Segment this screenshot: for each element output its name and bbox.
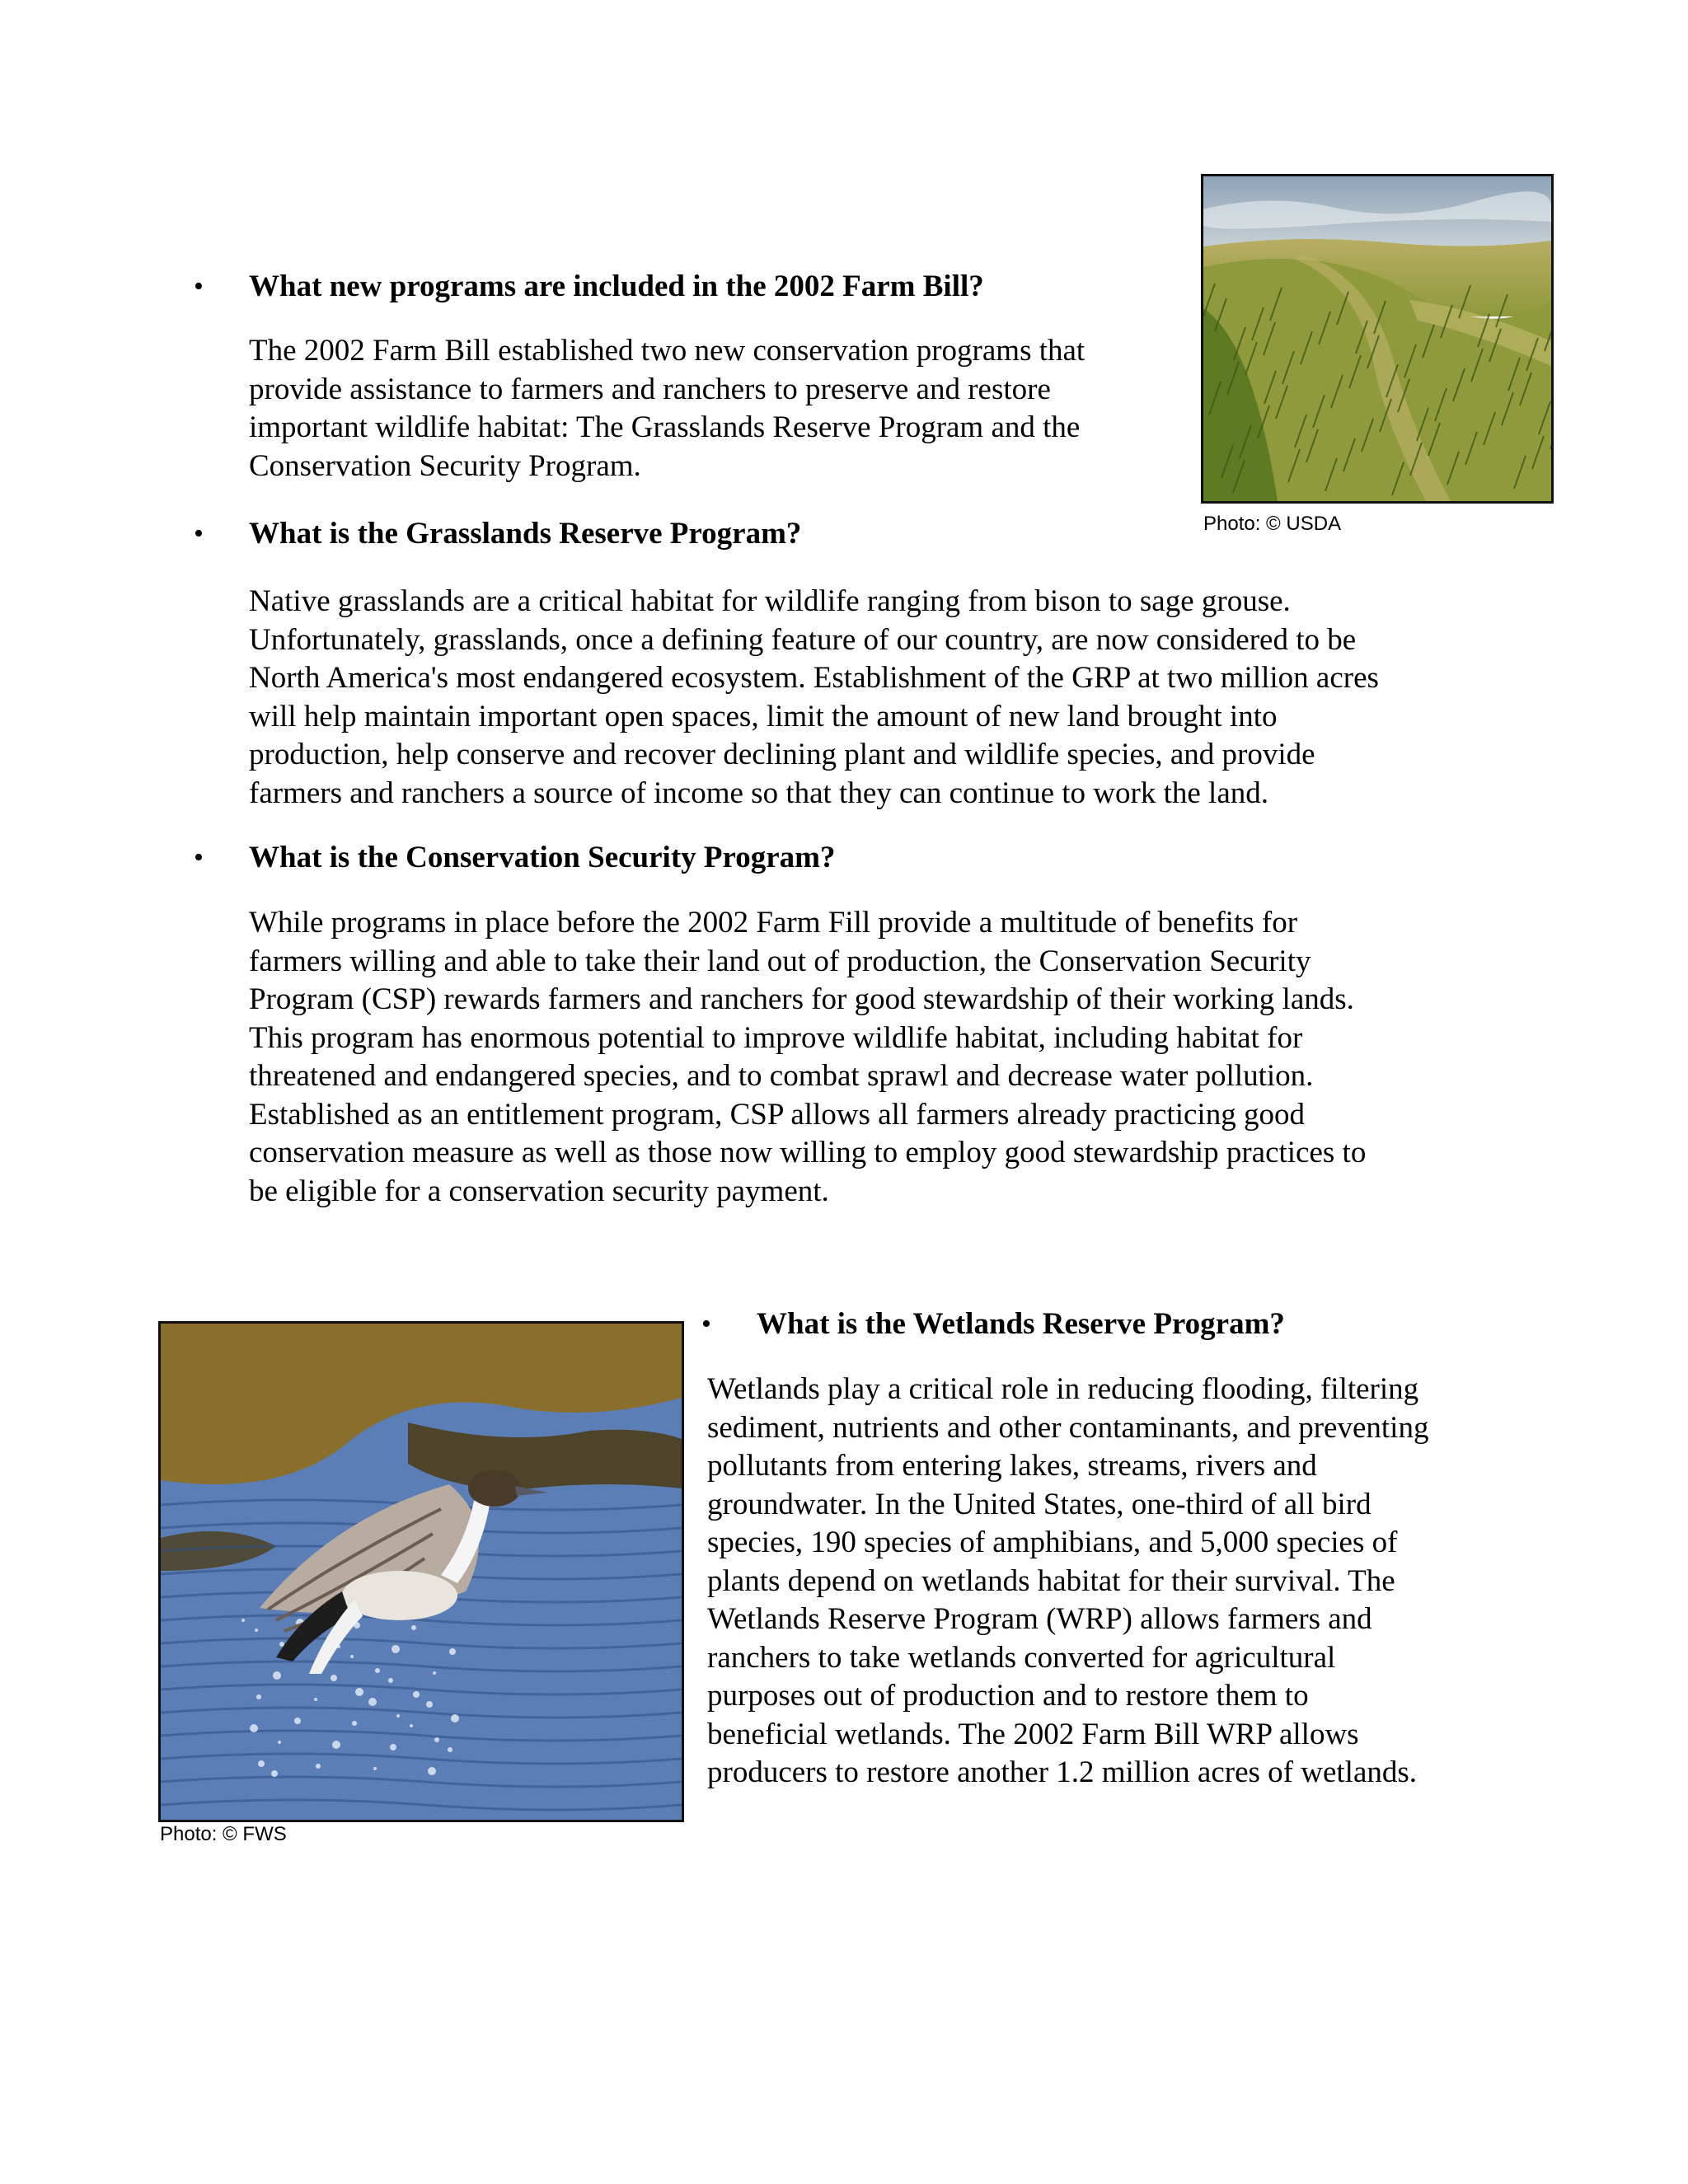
para-line: Unfortunately, grasslands, once a defining feature of our country, are now considered to be xyxy=(249,622,1357,657)
para-line: Wetlands Reserve Program (WRP) allows farmers and xyxy=(707,1602,1372,1636)
question-text: What is the Conservation Security Program? xyxy=(249,841,836,874)
para-line: beneficial wetlands. The 2002 Farm Bill WRP allows xyxy=(707,1717,1359,1751)
para-line: groundwater. In the United States, one-third of all bird xyxy=(707,1487,1372,1521)
para-line: Program (CSP) rewards farmers and ranchers for good stewardship of their working lands. xyxy=(249,982,1354,1016)
duck-photo xyxy=(158,1321,684,1822)
question-text: What is the Wetlands Reserve Program? xyxy=(757,1307,1285,1341)
para-line: producers to restore another 1.2 million acres of wetlands. xyxy=(707,1755,1418,1789)
para-line: farmers willing and able to take their land out of production, the Conservation Security xyxy=(249,944,1311,978)
para-line: This program has enormous potential to improve wildlife habitat, including habitat for xyxy=(249,1020,1303,1055)
para-line: While programs in place before the 2002 Farm Fill provide a multitude of benefits for xyxy=(249,906,1298,940)
para-line: Established as an entitlement program, CSP allows all farmers already practicing good xyxy=(249,1097,1305,1132)
para-line: be eligible for a conservation security payment. xyxy=(249,1174,829,1208)
bullet: • xyxy=(194,271,204,302)
para-line: Native grasslands are a critical habitat for wildlife ranging from bison to sage grouse. xyxy=(249,584,1291,618)
grassland-image xyxy=(1203,176,1551,501)
question-text: What new programs are included in the 2002 Farm Bill? xyxy=(249,269,984,303)
duck-image xyxy=(161,1324,682,1820)
grassland-caption: Photo: © USDA xyxy=(1203,513,1342,535)
para-line: ranchers to take wetlands converted for agricultural xyxy=(707,1640,1336,1675)
grassland-photo xyxy=(1201,174,1554,504)
para-line: Conservation Security Program. xyxy=(249,448,641,483)
para-line: will help maintain important open spaces, limit the amount of new land brought into xyxy=(249,699,1278,733)
para-line: production, help conserve and recover declining plant and wildlife species, and provide xyxy=(249,738,1315,771)
para-line: provide assistance to farmers and ranchers to preserve and restore xyxy=(249,372,1051,406)
question-text: What is the Grasslands Reserve Program? xyxy=(249,517,802,551)
para-line: threatened and endangered species, and to combat sprawl and decrease water pollution. xyxy=(249,1059,1314,1093)
bullet: • xyxy=(194,518,204,549)
para-line: sediment, nutrients and other contaminants, and preventing xyxy=(707,1410,1429,1445)
question-wetlands xyxy=(701,1305,1285,1343)
paragraph-grasslands xyxy=(249,583,1379,813)
duck-caption: Photo: © FWS xyxy=(160,1823,287,1845)
bullet: • xyxy=(194,842,204,873)
para-line: conservation measure as well as those now willing to employ good stewardship practices to xyxy=(249,1136,1367,1169)
para-line: The 2002 Farm Bill established two new conservation programs that xyxy=(249,334,1085,368)
question-grasslands xyxy=(194,515,802,553)
para-line: purposes out of production and to restore them to xyxy=(707,1679,1309,1713)
bullet: • xyxy=(701,1309,711,1339)
para-line: important wildlife habitat: The Grasslands Reserve Program and the xyxy=(249,410,1081,444)
para-line: Wetlands play a critical role in reducing flooding, filtering xyxy=(707,1372,1419,1406)
para-line: farmers and ranchers a source of income so that they can continue to work the land. xyxy=(249,776,1268,810)
para-line: plants depend on wetlands habitat for their survival. The xyxy=(707,1563,1395,1598)
paragraph-new-programs xyxy=(249,332,1085,485)
para-line: pollutants from entering lakes, streams, rivers and xyxy=(707,1449,1317,1483)
paragraph-wetlands xyxy=(707,1371,1428,1793)
question-new-programs xyxy=(194,268,984,306)
para-line: North America's most endangered ecosystem. Establishment of the GRP at two million acres xyxy=(249,661,1379,695)
question-csp xyxy=(194,839,836,877)
para-line: species, 190 species of amphibians, and 5,000 species of xyxy=(707,1526,1398,1559)
paragraph-csp xyxy=(249,904,1366,1211)
